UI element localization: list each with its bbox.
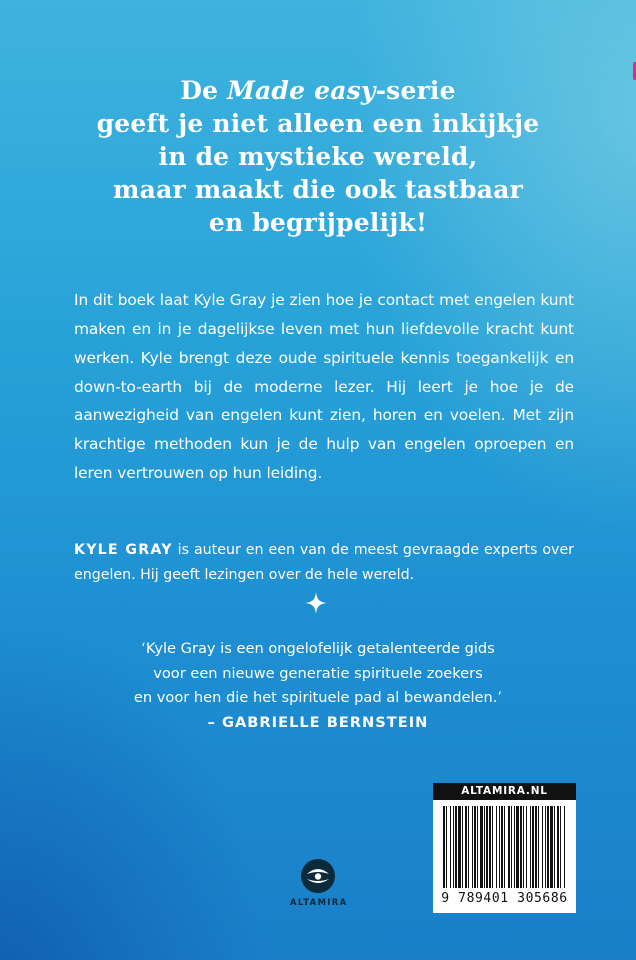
barcode-bar [520,806,522,888]
publisher-website: ALTAMIRA.NL [433,783,576,800]
barcode-bar [492,806,493,888]
barcode-bar [547,806,549,888]
isbn-number: 9 789401 305686 [441,891,568,906]
headline-line-2: geeft je niet alleen een inkijkje [96,109,540,138]
barcode-bar [477,806,478,888]
barcode-bar [516,806,519,888]
barcode-bar [484,806,485,888]
barcode-bar [468,806,469,888]
barcode-bar [462,806,463,888]
headline-line-5: en begrijpelijk! [208,208,428,237]
barcode-bar [542,806,543,888]
headline-line-1: De Made easy-serie [180,76,456,105]
sparkle-icon [304,591,328,615]
barcode-bar [560,806,561,888]
barcode-bar [446,806,447,888]
barcode-bar [554,806,555,888]
barcode-bar [458,806,461,888]
barcode-bar [532,806,534,888]
barcode-bar [496,806,497,888]
barcode-bar [557,806,559,888]
barcode-image [441,806,568,890]
barcode-bar [504,806,505,888]
barcode-bar [455,806,457,888]
quote-attribution: – GABRIELLE BERNSTEIN [207,713,429,731]
barcode-bar [501,806,503,888]
altamira-logo-icon [290,855,346,897]
author-bio [74,538,574,588]
headline [0,74,636,239]
series-title: Made easy [227,76,376,105]
barcode-bar [450,806,451,888]
barcode-bar [508,806,510,888]
barcode-panel [433,783,576,913]
barcode-bar [526,806,527,888]
barcode-bar [465,806,467,888]
barcode-bar [514,806,515,888]
headline-line-4: maar maakt die ook tastbaar [113,175,523,204]
barcode-bar [474,806,476,888]
barcode-bar [443,806,445,888]
quote-line-1: ‘Kyle Gray is een ongelofelijk getalenteerde gids [141,640,495,657]
barcode-bar [564,806,565,888]
author-name: KYLE GRAY [74,542,173,559]
quote-line-3: en voor hen die het spirituele pad al bewandelen.’ [133,689,503,706]
barcode-bar [545,806,546,888]
barcode-bar [523,806,524,888]
barcode-bar [530,806,531,888]
barcode-bar [535,806,537,888]
barcode-bar [480,806,483,888]
author-bio-text: is auteur en een van de meest gevraagde experts over engelen. Hij geeft lezingen over de hele wereld. [74,542,575,584]
quote-line-2: voor een nieuwe generatie spirituele zoekers [153,664,483,682]
barcode-bar [453,806,454,888]
endorsement-quote [0,637,636,735]
barcode-bar [489,806,491,888]
barcode-bar [550,806,553,888]
barcode-bar [486,806,488,888]
barcode-bar [499,806,500,888]
headline-line-3: in de mystieke wereld, [158,142,478,171]
barcode-bar [511,806,512,888]
barcode-bar [538,806,539,888]
barcode-bar [472,806,473,888]
publisher-name: ALTAMIRA [290,898,348,908]
publisher-logo [290,855,346,915]
book-description: In dit boek laat Kyle Gray je zien hoe je contact met engelen kunt maken en in je dagelijkse leven met hun liefdevolle kracht kunt werken. Kyle brengt deze oude spirituele kennis toegankelijk en down-to-earth bij de moderne lezer. Hij leert je hoe je de aanwezigheid van engelen kunt zien, horen en voelen. Met zijn krachtige methoden kun je de hulp van engelen oproepen en leren vertrouwen op hun leiding. [74,291,574,482]
